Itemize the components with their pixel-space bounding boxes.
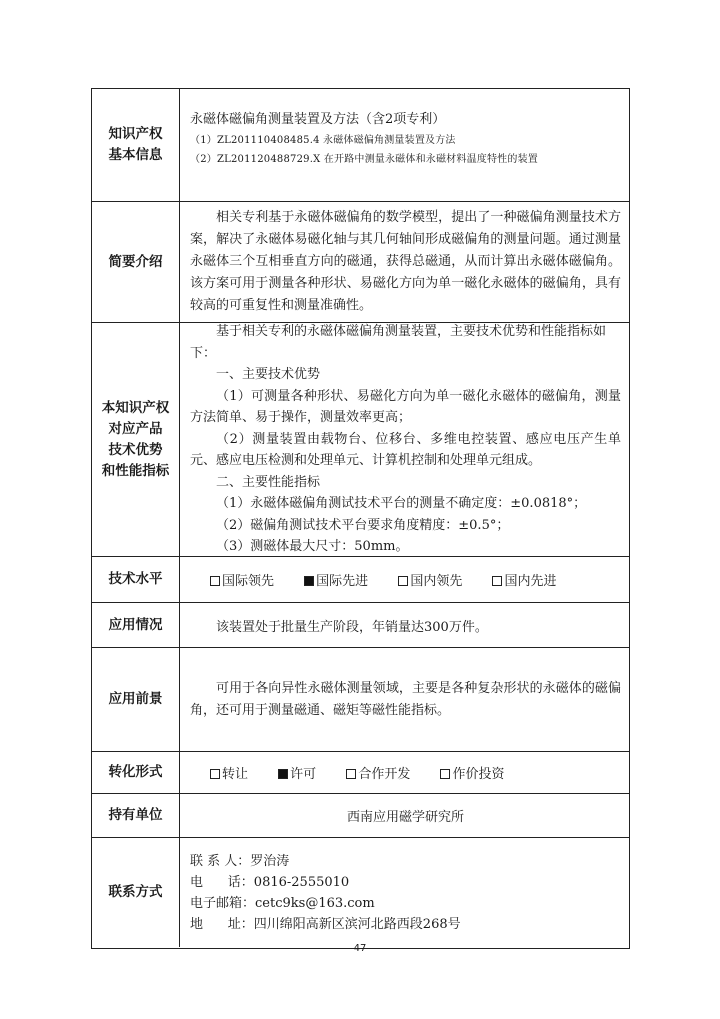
intro-text: 相关专利基于永磁体磁偏角的数学模型，提出了一种磁偏角测量技术方案，解决了永磁体易磁化轴与其几何轴间形成磁偏角的测量问题。通过测量永磁体三个互相垂直方向的磁通，获得总磁通，从而计算出永磁体磁偏角。该方案可用于测量各种形状、易磁化方向为单一磁化永磁体的磁偏角，具有较高的可重复性和测量准确性。 bbox=[190, 210, 621, 313]
label-prospect: 应用前景 bbox=[92, 648, 180, 751]
value-transfer-form bbox=[180, 752, 629, 793]
row-advantages bbox=[92, 322, 629, 556]
label-contact: 联系方式 bbox=[92, 838, 180, 947]
checkbox-icon bbox=[346, 769, 356, 779]
perf-item-1: （1）永磁体磁偏角测试技术平台的测量不确定度：±0.0818°； bbox=[216, 496, 587, 512]
value-tech-level bbox=[180, 557, 629, 602]
option-domestic-advanced[interactable]: 国内先进 bbox=[492, 570, 556, 589]
prospect-text: 可用于各向异性永磁体测量领域，主要是各种复杂形状的永磁体的磁偏角，还可用于测量磁通、磁矩等磁性能指标。 bbox=[190, 680, 621, 718]
value-usage bbox=[180, 603, 629, 647]
page-number: 47 bbox=[353, 943, 367, 954]
checkbox-icon bbox=[492, 576, 502, 586]
row-usage bbox=[92, 602, 629, 647]
row-intro bbox=[92, 201, 629, 322]
option-domestic-leading[interactable]: 国内领先 bbox=[398, 570, 462, 589]
option-license[interactable]: 许可 bbox=[278, 763, 316, 782]
row-prospect bbox=[92, 647, 629, 751]
value-ip-info bbox=[180, 89, 629, 201]
row-contact bbox=[92, 837, 629, 947]
contact-address: 地 址：四川绵阳高新区滨河北路西段268号 bbox=[190, 916, 461, 932]
ip-item-2: （2）ZL201120488729.X 在开路中测量永磁体和永磁材料温度特性的装置 bbox=[190, 154, 538, 165]
checkbox-icon bbox=[210, 769, 220, 779]
option-international-leading[interactable]: 国际领先 bbox=[210, 570, 274, 589]
row-tech-level bbox=[92, 556, 629, 602]
row-ip-info bbox=[92, 89, 629, 201]
ip-item-1: （1）ZL201110408485.4 永磁体磁偏角测量装置及方法 bbox=[190, 135, 456, 146]
value-prospect bbox=[180, 648, 629, 751]
checkbox-icon bbox=[210, 576, 220, 586]
label-ip-info: 知识产权 基本信息 bbox=[92, 89, 180, 201]
option-transfer[interactable]: 转让 bbox=[210, 763, 248, 782]
label-usage: 应用情况 bbox=[92, 603, 180, 647]
usage-text: 该装置处于批量生产阶段，年销量达300万件。 bbox=[216, 619, 488, 635]
option-international-advanced[interactable]: 国际先进 bbox=[304, 570, 368, 589]
adv-intro: 基于相关专利的永磁体磁偏角测量装置，主要技术优势和性能指标如下： bbox=[190, 324, 607, 361]
contact-email: 电子邮箱：cetc9ks@163.com bbox=[190, 895, 375, 911]
holder-text: 西南应用磁学研究所 bbox=[346, 810, 464, 825]
ip-title: 永磁体磁偏角测量装置及方法（含2项专利） bbox=[190, 112, 446, 127]
row-transfer-form bbox=[92, 751, 629, 793]
label-advantages: 本知识产权 对应产品 技术优势 和性能指标 bbox=[92, 323, 180, 556]
option-cooperation[interactable]: 合作开发 bbox=[346, 763, 410, 782]
checkbox-icon bbox=[440, 769, 450, 779]
adv-heading-1: 一、主要技术优势 bbox=[216, 367, 321, 383]
row-holder bbox=[92, 793, 629, 837]
value-advantages bbox=[180, 323, 629, 556]
label-holder: 持有单位 bbox=[92, 794, 180, 837]
option-investment[interactable]: 作价投资 bbox=[440, 763, 504, 782]
adv-item-1: （1）可测量各种形状、易磁化方向为单一磁化永磁体的磁偏角，测量方法简单、易于操作，测量效率更高； bbox=[190, 388, 621, 426]
value-holder bbox=[180, 794, 629, 837]
adv-item-2: （2）测量装置由载物台、位移台、多维电控装置、感应电压产生单元、感应电压检测和处理单元、计算机控制和处理单元组成。 bbox=[190, 431, 621, 469]
perf-item-2: （2）磁偏角测试技术平台要求角度精度：±0.5°； bbox=[216, 517, 510, 533]
perf-item-3: （3）测磁体最大尺寸：50mm。 bbox=[216, 539, 409, 555]
value-intro bbox=[180, 202, 629, 322]
label-transfer-form: 转化形式 bbox=[92, 752, 180, 793]
contact-phone: 电 话：0816-2555010 bbox=[190, 874, 350, 890]
checkbox-checked-icon bbox=[304, 576, 314, 586]
label-tech-level: 技术水平 bbox=[92, 557, 180, 602]
patent-info-table bbox=[91, 88, 630, 949]
adv-heading-2: 二、主要性能指标 bbox=[216, 474, 321, 490]
checkbox-icon bbox=[398, 576, 408, 586]
value-contact bbox=[180, 838, 629, 947]
label-intro: 简要介绍 bbox=[92, 202, 180, 322]
checkbox-checked-icon bbox=[278, 769, 288, 779]
contact-person: 联 系 人：罗治涛 bbox=[190, 853, 290, 869]
